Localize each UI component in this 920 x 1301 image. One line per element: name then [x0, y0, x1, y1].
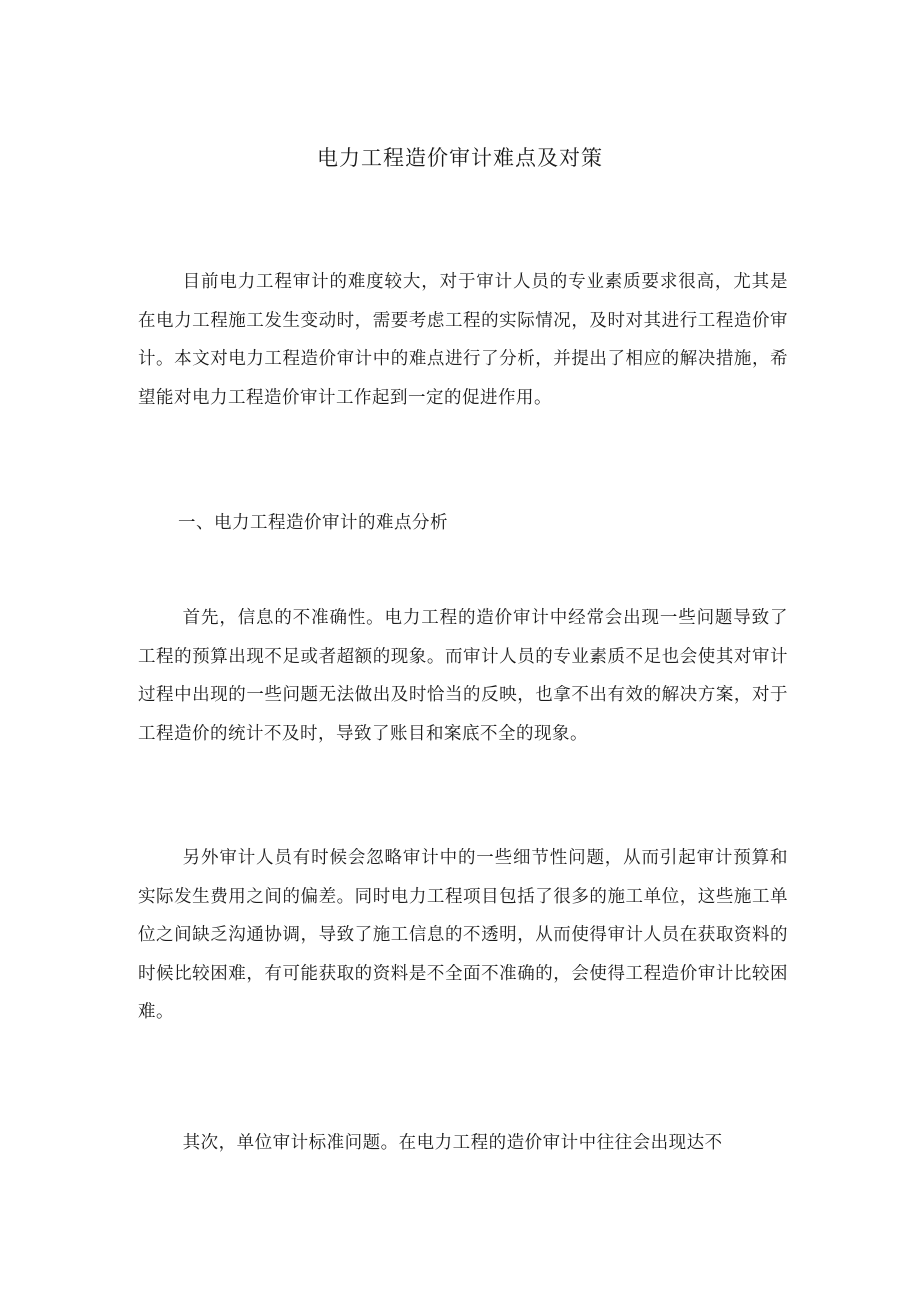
- paragraph-detail-issues: 另外审计人员有时候会忽略审计中的一些细节性问题，从而引起审计预算和实际发生费用之间的偏差。同时电力工程项目包括了很多的施工单位，这些施工单位之间缺乏沟通协调，导致了施工信息的不透明，从而使得审计人员在获取资料的时候比较困难，有可能获取的资料是不全面不准确的，会使得工程造价审计比较困难。: [138, 848, 788, 1022]
- intro-paragraph: 目前电力工程审计的难度较大，对于审计人员的专业素质要求很高，尤其是在电力工程施工发生变动时，需要考虑工程的实际情况，及时对其进行工程造价审计。本文对电力工程造价审计中的难点进行了分析，并提出了相应的解决措施，希望能对电力工程造价审计工作起到一定的促进作用。: [138, 272, 788, 408]
- document-title: 电力工程造价审计难点及对策: [317, 146, 603, 170]
- paragraph-information-accuracy: 首先，信息的不准确性。电力工程的造价审计中经常会出现一些问题导致了工程的预算出现不足或者超额的现象。而审计人员的专业素质不足也会使其对审计过程中出现的一些问题无法做出及时恰当的反映，也拿不出有效的解决方案，对于工程造价的统计不及时，导致了账目和案底不全的现象。: [138, 608, 788, 744]
- section-heading: 一、电力工程造价审计的难点分析: [178, 513, 448, 533]
- paragraph-audit-standards: 其次，单位审计标准问题。在电力工程的造价审计中往往会出现达不: [182, 1133, 723, 1153]
